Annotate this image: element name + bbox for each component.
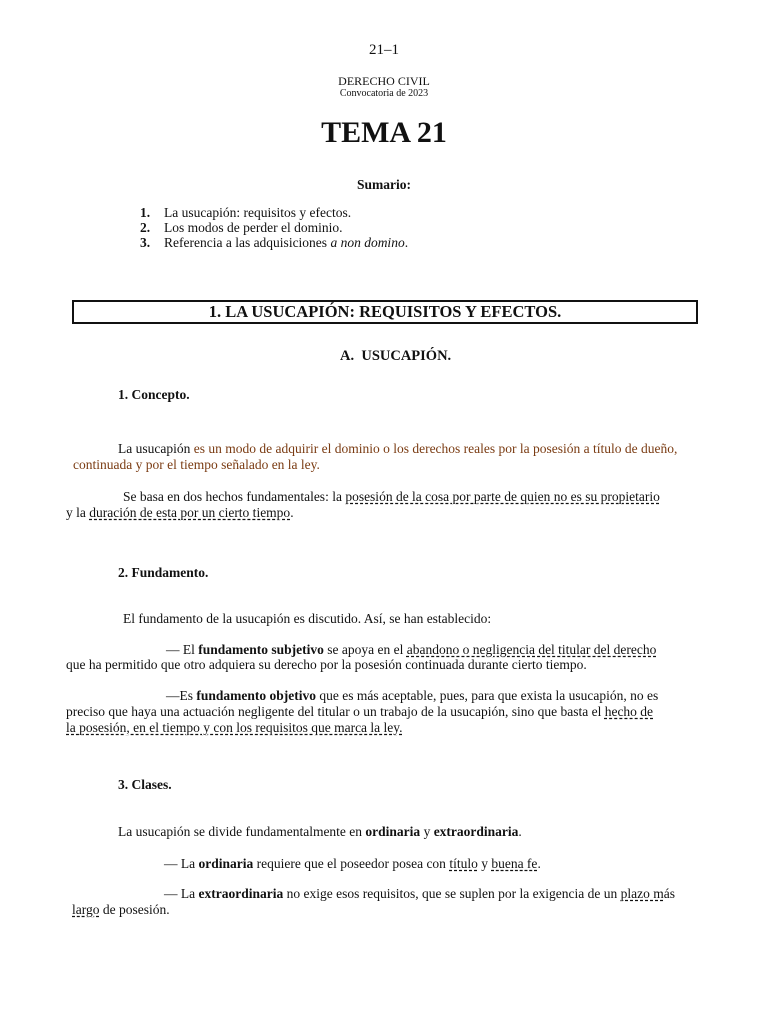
page-title: TEMA 21 <box>321 116 447 149</box>
fundamento-objetivo-line2 <box>66 704 653 720</box>
text: no exige esos requisitos, que se suplen por la exigencia de un <box>283 886 621 901</box>
convocatoria: Convocatoria de 2023 <box>339 88 429 99</box>
bold-term: extraordinaria <box>433 824 519 839</box>
text: — El <box>166 642 199 657</box>
clases-extraordinaria <box>164 886 675 902</box>
subject: DERECHO CIVIL <box>338 74 430 88</box>
fundamento-heading: 2. Fundamento. <box>118 565 209 580</box>
bold-term: ordinaria <box>365 824 421 839</box>
sumario-item-italic: a non domino <box>330 235 405 250</box>
bold-term: fundamento subjetivo <box>198 642 324 657</box>
clases-ordinaria <box>164 856 541 872</box>
fundamento-intro: El fundamento de la usucapión es discutido. Así, se han establecido: <box>123 611 492 626</box>
underlined-text: plazo m <box>620 886 664 901</box>
section-title-box: 1. LA USUCAPIÓN: REQUISITOS Y EFECTOS. <box>72 300 698 324</box>
bold-term: fundamento objetivo <box>196 688 317 703</box>
definition-text-cont: continuada y por el tiempo señalado en la ley. <box>73 457 320 472</box>
sumario-item <box>140 220 342 235</box>
sumario-item-text: Los modos de perder el dominio. <box>164 220 343 235</box>
text: requiere que el poseedor posea con <box>253 856 450 871</box>
text: —Es <box>166 688 197 703</box>
concepto-heading: 1. Concepto. <box>118 387 190 402</box>
sumario-item-num: 2. <box>140 220 151 235</box>
text: Se basa en dos hechos fundamentales: la <box>123 489 346 504</box>
concepto-paragraph-1 <box>118 441 677 457</box>
fundamento-objetivo <box>166 688 658 704</box>
sumario-item-text: La usucapión: requisitos y efectos. <box>164 205 352 220</box>
subsection-a-title: A. USUCAPIÓN. <box>340 348 452 364</box>
text: — La <box>164 886 199 901</box>
sumario-item <box>140 235 408 250</box>
definition-text: es un modo de adquirir el dominio o los derechos reales por la posesión a título de dueño, <box>193 441 678 456</box>
sumario-item-num: 3. <box>140 235 151 250</box>
text: La usucapión se divide fundamentalmente en <box>118 824 366 839</box>
text: que es más aceptable, pues, para que exista la usucapión, no es <box>316 688 659 703</box>
text: se apoya en el <box>323 642 407 657</box>
text: y <box>477 856 492 871</box>
text: de posesión. <box>99 902 170 917</box>
sumario-item-period: . <box>404 235 409 250</box>
clases-intro <box>118 824 522 840</box>
text: y la <box>66 505 90 520</box>
text: . <box>537 856 541 871</box>
underlined-text: abandono o negligencia del titular del derecho <box>406 642 657 657</box>
page-number: 21–1 <box>369 42 399 58</box>
underlined-text: buena fe <box>491 856 538 871</box>
underlined-text: duración de esta por un cierto tiempo <box>89 505 291 520</box>
underlined-text: posesión de la cosa por parte de quien no es su propietario <box>345 489 660 504</box>
text: preciso que haya una actuación negligente del titular o un trabajo de la usucapión, sino que basta el <box>66 704 605 719</box>
sumario-item-num: 1. <box>140 205 151 220</box>
text: La usucapión <box>118 441 194 456</box>
clases-heading: 3. Clases. <box>118 777 172 792</box>
text: . <box>518 824 522 839</box>
fundamento-objetivo-line3: la posesión, en el tiempo y con los requisitos que marca la ley. <box>66 720 403 735</box>
underlined-text: título <box>449 856 478 871</box>
text: ás <box>663 886 676 901</box>
bold-term: ordinaria <box>198 856 254 871</box>
sumario-label: Sumario: <box>357 177 411 192</box>
text: y <box>420 824 434 839</box>
sumario-item <box>140 205 351 220</box>
underlined-text: hecho de <box>604 704 654 719</box>
fundamento-subjetivo-line2: que ha permitido que otro adquiera su derecho por la posesión continuada durante cierto tiempo. <box>66 657 587 672</box>
underlined-text: largo <box>72 902 100 917</box>
sumario-item-text: Referencia a las adquisiciones <box>164 235 331 250</box>
clases-extraordinaria-line2 <box>72 902 170 918</box>
concepto-paragraph-2-line2 <box>66 505 294 521</box>
text: — La <box>164 856 199 871</box>
fundamento-subjetivo <box>166 642 656 658</box>
concepto-paragraph-2 <box>123 489 660 505</box>
text: . <box>290 505 294 520</box>
bold-term: extraordinaria <box>198 886 284 901</box>
